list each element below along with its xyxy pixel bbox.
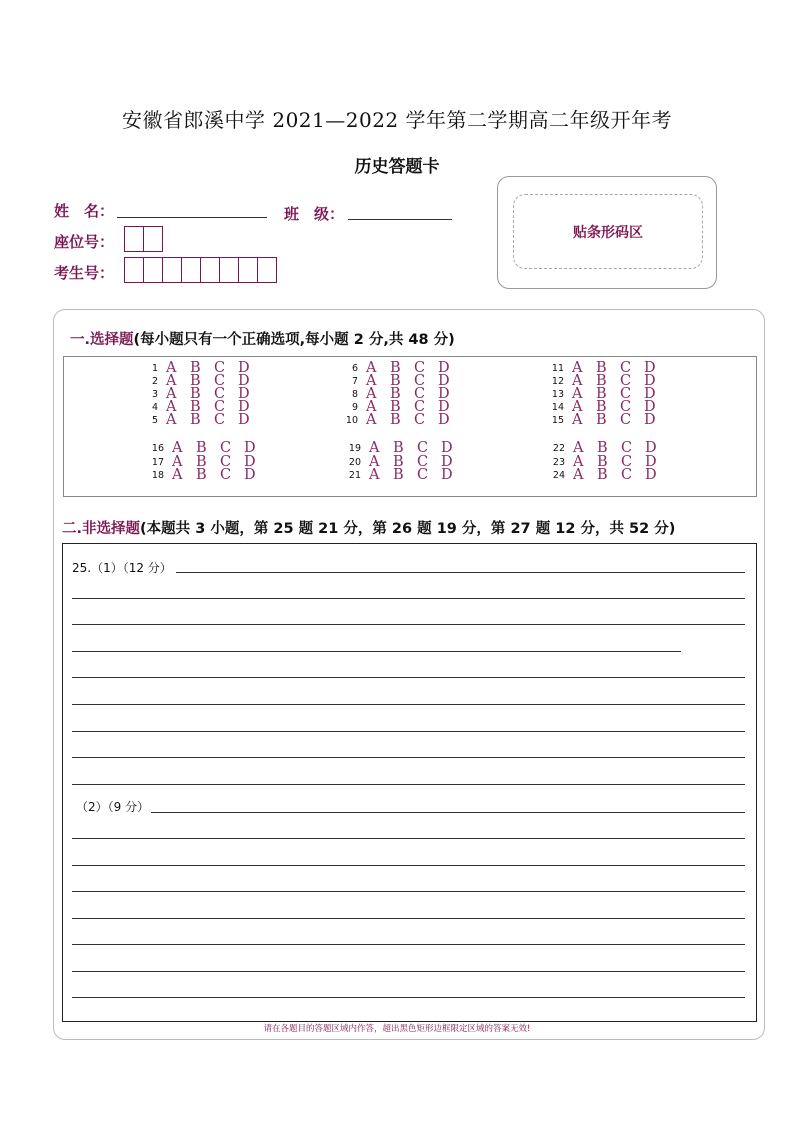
- mc-option-bubble[interactable]: A: [166, 386, 177, 402]
- mc-option-bubble[interactable]: D: [438, 412, 450, 428]
- mc-question-number: 20: [348, 457, 361, 468]
- mc-option-bubble[interactable]: C: [414, 412, 426, 428]
- mc-option-bubble[interactable]: C: [620, 386, 632, 402]
- mc-option-bubble[interactable]: C: [220, 440, 232, 456]
- mc-question-number: 8: [351, 389, 358, 400]
- mc-option-bubble[interactable]: B: [393, 454, 404, 470]
- barcode-area: [513, 194, 703, 269]
- q25-part1-label: 25.（1）（12 分）: [72, 561, 172, 575]
- mc-option-bubble[interactable]: A: [369, 467, 380, 483]
- mc-option-bubble[interactable]: C: [621, 440, 633, 456]
- section1-number: 一.: [70, 332, 91, 348]
- mc-option-bubble[interactable]: C: [414, 373, 426, 389]
- mc-option-bubble[interactable]: B: [190, 360, 201, 376]
- mc-option-bubble[interactable]: D: [244, 467, 256, 483]
- mc-option-bubble[interactable]: B: [393, 467, 404, 483]
- section1-heading: [70, 328, 455, 349]
- mc-option-bubble[interactable]: B: [393, 440, 404, 456]
- mc-option-bubble[interactable]: D: [238, 373, 250, 389]
- mc-option-bubble[interactable]: A: [366, 412, 377, 428]
- answer-line[interactable]: [72, 918, 745, 919]
- mc-question-number: 2: [151, 376, 158, 387]
- mc-option-bubble[interactable]: C: [214, 412, 226, 428]
- mc-option-bubble[interactable]: C: [214, 360, 226, 376]
- mc-question-number: 16: [151, 443, 164, 454]
- mc-option-bubble[interactable]: A: [166, 412, 177, 428]
- mc-option-bubble[interactable]: C: [417, 467, 429, 483]
- mc-option-bubble[interactable]: D: [438, 399, 450, 415]
- mc-question-number: 21: [348, 470, 361, 481]
- mc-option-bubble[interactable]: C: [214, 386, 226, 402]
- mc-question-number: 19: [348, 443, 361, 454]
- mc-question-row: [343, 469, 465, 482]
- answer-line[interactable]: [72, 838, 745, 839]
- mc-option-bubble[interactable]: C: [220, 454, 232, 470]
- name-label: 姓 名：: [54, 202, 115, 220]
- answer-line[interactable]: [72, 598, 745, 599]
- mc-question-number: 5: [151, 415, 158, 426]
- mc-option-bubble[interactable]: D: [645, 440, 657, 456]
- mc-option-bubble[interactable]: B: [597, 440, 608, 456]
- answer-sheet-title: 历史答题卡: [354, 157, 440, 177]
- mc-option-bubble[interactable]: A: [369, 454, 380, 470]
- mc-question-row: [146, 469, 268, 482]
- mc-option-bubble[interactable]: D: [644, 386, 656, 402]
- free-response-box: [62, 543, 757, 1022]
- mc-question-row: [547, 469, 669, 482]
- mc-option-bubble[interactable]: D: [438, 373, 450, 389]
- mc-option-bubble[interactable]: B: [597, 454, 608, 470]
- mc-option-bubble[interactable]: D: [644, 360, 656, 376]
- mc-option-bubble[interactable]: B: [596, 412, 607, 428]
- mc-option-bubble[interactable]: B: [390, 360, 401, 376]
- exam-digit-box[interactable]: [258, 258, 276, 282]
- mc-question-number: 11: [551, 363, 564, 374]
- footnote: 请在各题目的答题区域内作答，超出黑色矩形边框限定区域的答案无效!: [263, 1024, 531, 1034]
- mc-option-bubble[interactable]: C: [620, 412, 632, 428]
- mc-option-bubble[interactable]: D: [645, 467, 657, 483]
- mc-option-bubble[interactable]: D: [244, 454, 256, 470]
- mc-option-bubble[interactable]: B: [596, 399, 607, 415]
- mc-option-bubble[interactable]: D: [441, 467, 453, 483]
- exam-digit-box[interactable]: [144, 258, 163, 282]
- mc-question-number: 24: [552, 470, 565, 481]
- mc-option-bubble[interactable]: D: [441, 440, 453, 456]
- section1-title: 选择题: [90, 332, 134, 348]
- mc-option-bubble[interactable]: A: [572, 399, 583, 415]
- mc-question-row: [140, 414, 262, 427]
- mc-option-bubble[interactable]: A: [573, 467, 584, 483]
- mc-question-number: 14: [551, 402, 564, 413]
- mc-options: [172, 469, 268, 482]
- mc-option-bubble[interactable]: A: [572, 386, 583, 402]
- exam-digit-box[interactable]: [182, 258, 201, 282]
- exam-digit-box[interactable]: [125, 258, 144, 282]
- mc-option-bubble[interactable]: A: [572, 373, 583, 389]
- class-label: 班 级：: [284, 205, 345, 223]
- exam-digit-box[interactable]: [201, 258, 220, 282]
- answer-line[interactable]: [151, 812, 745, 813]
- answer-line[interactable]: [72, 784, 745, 785]
- mc-option-bubble[interactable]: A: [366, 386, 377, 402]
- mc-question-number: 4: [151, 402, 158, 413]
- mc-option-bubble[interactable]: C: [220, 467, 232, 483]
- mc-option-bubble[interactable]: D: [644, 412, 656, 428]
- mc-option-bubble[interactable]: D: [238, 412, 250, 428]
- mc-option-bubble[interactable]: A: [166, 399, 177, 415]
- seat-label: 座位号：: [54, 233, 115, 251]
- mc-options: [366, 414, 462, 427]
- seat-digit-box[interactable]: [144, 227, 162, 251]
- seat-number-boxes[interactable]: [124, 226, 163, 252]
- answer-line[interactable]: [72, 944, 745, 945]
- mc-option-bubble[interactable]: C: [214, 373, 226, 389]
- mc-option-bubble[interactable]: D: [244, 440, 256, 456]
- mc-option-bubble[interactable]: B: [390, 412, 401, 428]
- mc-option-bubble[interactable]: C: [620, 373, 632, 389]
- mc-option-bubble[interactable]: A: [366, 399, 377, 415]
- mc-option-bubble[interactable]: B: [196, 440, 207, 456]
- mc-question-number: 3: [151, 389, 158, 400]
- mc-question-number: 12: [551, 376, 564, 387]
- mc-option-bubble[interactable]: A: [366, 373, 377, 389]
- mc-option-bubble[interactable]: C: [417, 454, 429, 470]
- seat-digit-box[interactable]: [125, 227, 144, 251]
- answer-line[interactable]: [72, 651, 681, 652]
- mc-option-bubble[interactable]: B: [390, 373, 401, 389]
- exam-number-boxes[interactable]: [124, 257, 277, 283]
- class-field[interactable]: [348, 218, 452, 220]
- mc-option-bubble[interactable]: A: [369, 440, 380, 456]
- mc-option-bubble[interactable]: B: [190, 373, 201, 389]
- mc-question-number: 13: [551, 389, 564, 400]
- mc-option-bubble[interactable]: D: [238, 399, 250, 415]
- exam-number-label: 考生号：: [54, 264, 115, 282]
- exam-digit-box[interactable]: [163, 258, 182, 282]
- mc-option-bubble[interactable]: D: [644, 399, 656, 415]
- mc-question-number: 22: [552, 443, 565, 454]
- mc-option-bubble[interactable]: B: [390, 399, 401, 415]
- mc-option-bubble[interactable]: B: [196, 454, 207, 470]
- mc-option-bubble[interactable]: B: [596, 386, 607, 402]
- exam-digit-box[interactable]: [220, 258, 239, 282]
- mc-options: [369, 469, 465, 482]
- mc-option-bubble[interactable]: C: [417, 440, 429, 456]
- mc-option-bubble[interactable]: C: [414, 360, 426, 376]
- mc-option-bubble[interactable]: C: [620, 399, 632, 415]
- answer-line[interactable]: [72, 731, 745, 732]
- mc-question-number: 15: [551, 415, 564, 426]
- mc-option-bubble[interactable]: A: [572, 412, 583, 428]
- answer-line[interactable]: [72, 971, 745, 972]
- mc-question-number: 9: [351, 402, 358, 413]
- mc-option-bubble[interactable]: A: [172, 454, 183, 470]
- mc-option-bubble[interactable]: B: [190, 412, 201, 428]
- mc-option-bubble[interactable]: D: [645, 454, 657, 470]
- mc-option-bubble[interactable]: D: [438, 360, 450, 376]
- mc-option-bubble[interactable]: C: [414, 399, 426, 415]
- mc-option-bubble[interactable]: C: [621, 454, 633, 470]
- answer-line[interactable]: [72, 997, 745, 998]
- mc-option-bubble[interactable]: B: [597, 467, 608, 483]
- answer-line[interactable]: [72, 624, 745, 625]
- mc-question-row: [546, 414, 668, 427]
- section1-note: (每小题只有一个正确选项,每小题 2 分,共 48 分): [133, 332, 455, 348]
- q25-part2-label: （2）（9 分）: [76, 800, 150, 814]
- mc-option-bubble[interactable]: C: [621, 467, 633, 483]
- mc-option-bubble[interactable]: B: [596, 373, 607, 389]
- answer-line[interactable]: [72, 757, 745, 758]
- mc-question-number: 6: [351, 363, 358, 374]
- mc-question-number: 1: [151, 363, 158, 374]
- answer-line[interactable]: [72, 704, 745, 705]
- section2-heading: [62, 517, 675, 538]
- mc-question-number: 10: [345, 415, 358, 426]
- mc-option-bubble[interactable]: C: [214, 399, 226, 415]
- mc-option-bubble[interactable]: B: [196, 467, 207, 483]
- mc-option-bubble[interactable]: C: [414, 386, 426, 402]
- mc-option-bubble[interactable]: B: [390, 386, 401, 402]
- mc-question-number: 7: [351, 376, 358, 387]
- mc-option-bubble[interactable]: A: [172, 467, 183, 483]
- section2-note: (本题共 3 小题，第 25 题 21 分，第 26 题 19 分，第 27 题 12 分，共 52 分): [140, 521, 676, 537]
- answer-line[interactable]: [72, 891, 745, 892]
- mc-question-row: [340, 414, 462, 427]
- mc-option-bubble[interactable]: A: [166, 373, 177, 389]
- mc-option-bubble[interactable]: A: [573, 454, 584, 470]
- mc-options: [573, 469, 669, 482]
- mc-option-bubble[interactable]: D: [644, 373, 656, 389]
- mc-option-bubble[interactable]: D: [438, 386, 450, 402]
- section2-title: 非选择题: [82, 521, 141, 537]
- answer-line[interactable]: [72, 677, 745, 678]
- mc-question-number: 23: [552, 457, 565, 468]
- mc-option-bubble[interactable]: B: [596, 360, 607, 376]
- mc-option-bubble[interactable]: A: [573, 440, 584, 456]
- mc-option-bubble[interactable]: B: [190, 386, 201, 402]
- mc-option-bubble[interactable]: A: [166, 360, 177, 376]
- mc-question-number: 18: [151, 470, 164, 481]
- mc-option-bubble[interactable]: C: [620, 360, 632, 376]
- mc-options: [166, 414, 262, 427]
- mc-option-bubble[interactable]: D: [441, 454, 453, 470]
- name-field[interactable]: [117, 216, 267, 218]
- mc-options: [572, 414, 668, 427]
- mc-option-bubble[interactable]: B: [190, 399, 201, 415]
- exam-digit-box[interactable]: [239, 258, 258, 282]
- mc-question-number: 17: [151, 457, 164, 468]
- mc-option-bubble[interactable]: A: [366, 360, 377, 376]
- mc-option-bubble[interactable]: D: [238, 386, 250, 402]
- answer-line[interactable]: [72, 865, 745, 866]
- barcode-label: 贴条形码区: [573, 224, 643, 241]
- mc-option-bubble[interactable]: D: [238, 360, 250, 376]
- section2-number: 二.: [62, 521, 83, 537]
- mc-option-bubble[interactable]: A: [172, 440, 183, 456]
- answer-line[interactable]: [176, 572, 745, 573]
- exam-title: 安徽省郎溪中学 2021—2022 学年第二学期高二年级开年考: [121, 108, 672, 132]
- mc-option-bubble[interactable]: A: [572, 360, 583, 376]
